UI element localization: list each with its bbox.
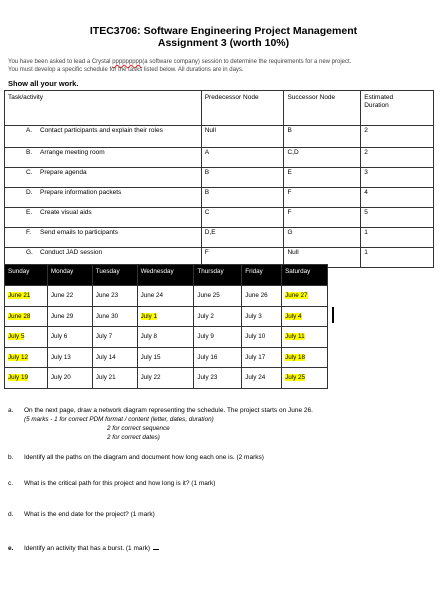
format-marker-icon <box>153 544 159 550</box>
document-title: ITEC3706: Software Engineering Project Management <box>89 25 358 37</box>
calendar-day: July 13 <box>47 347 92 368</box>
calendar-day: June 30 <box>92 306 137 327</box>
calendar-day: July 18 <box>282 347 328 368</box>
misspelled-word: ppppppppp <box>112 59 143 65</box>
document-subtitle: Assignment 3 (worth 10%) <box>157 37 290 49</box>
calendar-day: June 28 <box>5 306 48 327</box>
day-header: Sunday <box>5 265 48 286</box>
calendar-day: July 10 <box>242 327 282 348</box>
question-a-marks-2: 2 for correct sequence <box>107 425 170 432</box>
calendar-week <box>5 306 328 327</box>
day-header: Friday <box>242 265 282 286</box>
calendar-day: June 24 <box>137 286 194 307</box>
table-row: F. Send emails to participants D,E G 1 <box>5 228 434 248</box>
calendar-table <box>4 264 328 389</box>
calendar-day: July 16 <box>194 347 242 368</box>
calendar-day: July 1 <box>137 306 194 327</box>
header-duration: Estimated Duration <box>361 91 434 126</box>
header-predecessor: Predecessor Node <box>201 91 284 126</box>
intro-line-1: You have been asked to lead a Crystal ppppppppp(a software company) session to determine the requirements for a new project. <box>8 59 352 65</box>
calendar-day: July 8 <box>137 327 194 348</box>
task-table <box>4 90 434 268</box>
calendar-day: July 11 <box>282 327 328 348</box>
text-cursor <box>332 307 334 323</box>
intro-line-2: You must develop a specific schedule for the tasks listed below. All durations are in days. <box>8 67 244 73</box>
table-row: A. Contact participants and explain their roles Null B 2 <box>5 126 434 148</box>
task-table-header <box>5 91 434 126</box>
calendar-week <box>5 286 328 307</box>
calendar-week <box>5 347 328 368</box>
calendar-day: July 7 <box>92 327 137 348</box>
table-row: G. Conduct JAD session F Null 1 <box>5 248 434 268</box>
calendar-day: July 4 <box>282 306 328 327</box>
day-header: Saturday <box>282 265 328 286</box>
header-successor: Successor Node <box>284 91 361 126</box>
calendar-day: June 29 <box>47 306 92 327</box>
question-a-marks-1: (5 marks - 1 for correct PDM format / content (letter, dates, duration) <box>24 416 214 423</box>
table-row: C. Prepare agenda B E 3 <box>5 168 434 188</box>
calendar-day: July 5 <box>5 327 48 348</box>
calendar-day: July 15 <box>137 347 194 368</box>
calendar-day: July 24 <box>242 368 282 389</box>
calendar-day: June 27 <box>282 286 328 307</box>
calendar-day: June 23 <box>92 286 137 307</box>
calendar-day: July 20 <box>47 368 92 389</box>
show-work-heading: Show all your work. <box>8 79 79 88</box>
calendar-day: July 3 <box>242 306 282 327</box>
calendar-day: July 12 <box>5 347 48 368</box>
day-header: Monday <box>47 265 92 286</box>
question-a-marks-3: 2 for correct dates) <box>107 434 160 441</box>
calendar-day: July 23 <box>194 368 242 389</box>
calendar-day: July 19 <box>5 368 48 389</box>
table-row: D. Prepare information packets B F 4 <box>5 188 434 208</box>
calendar-week <box>5 327 328 348</box>
calendar-header <box>5 265 328 286</box>
calendar-day: July 17 <box>242 347 282 368</box>
calendar-day: June 21 <box>5 286 48 307</box>
calendar-day: June 22 <box>47 286 92 307</box>
calendar-day: July 6 <box>47 327 92 348</box>
calendar-day: July 14 <box>92 347 137 368</box>
calendar-day: June 25 <box>194 286 242 307</box>
calendar-week <box>5 368 328 389</box>
table-row: B. Arrange meeting room A C,D 2 <box>5 148 434 168</box>
day-header: Thursday <box>194 265 242 286</box>
calendar-day: June 26 <box>242 286 282 307</box>
calendar-day: July 21 <box>92 368 137 389</box>
calendar-day: July 22 <box>137 368 194 389</box>
header-activity: Task/activity <box>5 91 202 126</box>
day-header: Tuesday <box>92 265 137 286</box>
table-row: E. Create visual aids C F 5 <box>5 208 434 228</box>
calendar-day: July 25 <box>282 368 328 389</box>
day-header: Wednesday <box>137 265 194 286</box>
calendar-day: July 9 <box>194 327 242 348</box>
calendar-day: July 2 <box>194 306 242 327</box>
